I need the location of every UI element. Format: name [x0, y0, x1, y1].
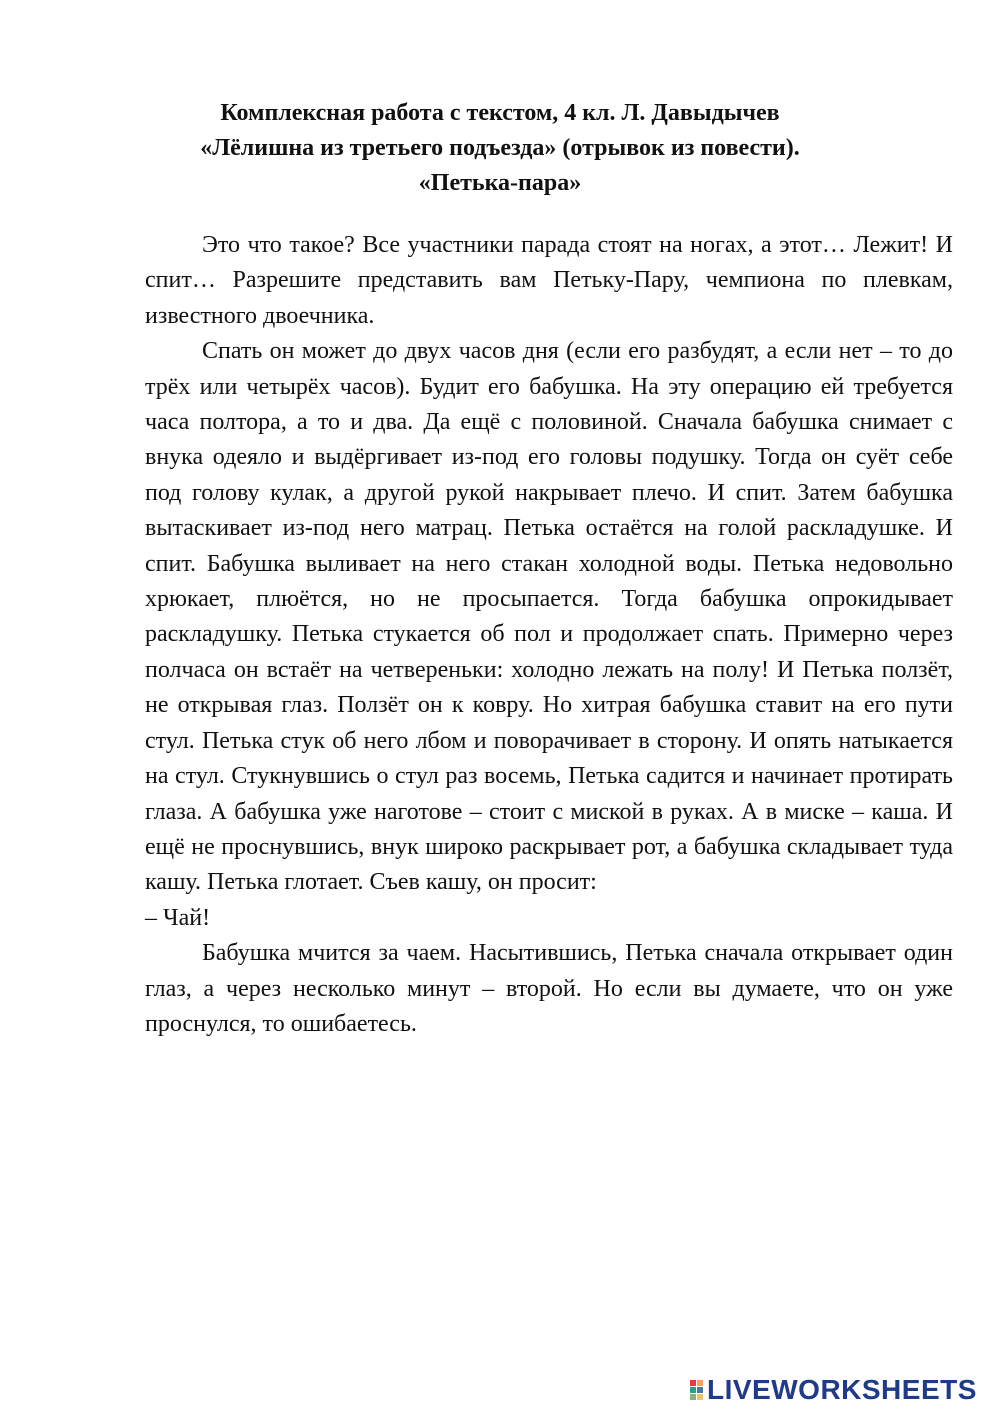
logo-mark-cell	[697, 1380, 703, 1386]
document-title	[0, 96, 1000, 201]
title-line-3: «Петька-пара»	[418, 170, 582, 196]
paragraph-2: Спать он может до двух часов дня (если его разбудят, а если нет – то до трёх или четырёх часов). Будит его бабушка. На эту операцию ей требуется часа полтора, а то и два. Да ещё с половиной. Сначала бабушка снимает с внука одеяло и выдёргивает из-под его головы подушку. Тогда он суёт себе под голову кулак, а другой рукой накрывает плечо. И спит. Затем бабушка вытаскивает из-под него матрац. Петька остаётся на голой раскладушке. И спит. Бабушка выливает на него стакан холодной воды. Петька недовольно хрюкает, плюётся, но не просыпается. Тогда бабушка опрокидывает раскладушку. Петька стукается об пол и продолжает спать. Примерно через полчаса он встаёт на четвереньки: холодно лежать на полу! И Петька ползёт, не открывая глаз. Ползёт он к ковру. Но хитрая бабушка ставит на его пути стул. Петька стук об него лбом и поворачивает в сторону. И опять натыкается на стул. Стукнувшись о стул раз восемь, Петька садится и начинает протирать глаза. А бабушка уже наготове – стоит с миской в руках. А в миске – каша. И ещё не проснувшись, внук широко раскрывает рот, а бабушка складывает туда кашу. Петька глотает. Съев кашу, он просит:	[145, 338, 953, 896]
liveworksheets-logo-icon	[690, 1380, 703, 1400]
dialogue-line: – Чай!	[145, 904, 211, 931]
logo-mark-cell	[697, 1394, 703, 1400]
liveworksheets-logo[interactable]	[690, 1375, 977, 1405]
title-line-2: «Лёлишна из третьего подъезда» (отрывок из повести).	[200, 135, 800, 161]
logo-text: LIVEWORKSHEETS	[707, 1374, 977, 1405]
logo-mark-cell	[690, 1394, 696, 1400]
logo-mark-cell	[690, 1380, 696, 1386]
paragraph-4: Бабушка мчится за чаем. Насытившись, Петька сначала открывает один глаз, а через несколько минут – второй. Но если вы думаете, что он уже проснулся, то ошибаетесь.	[145, 940, 953, 1037]
title-line-1: Комплексная работа с текстом, 4 кл. Л. Давыдычев	[220, 100, 780, 126]
paragraph-1: Это что такое? Все участники парада стоят на ногах, а этот… Лежит! И спит… Разрешите представить вам Петьку-Пару, чемпиона по плевкам, известного двоечника.	[145, 232, 953, 329]
logo-mark-cell	[697, 1387, 703, 1393]
logo-mark-cell	[690, 1387, 696, 1393]
story-text	[145, 228, 953, 1042]
